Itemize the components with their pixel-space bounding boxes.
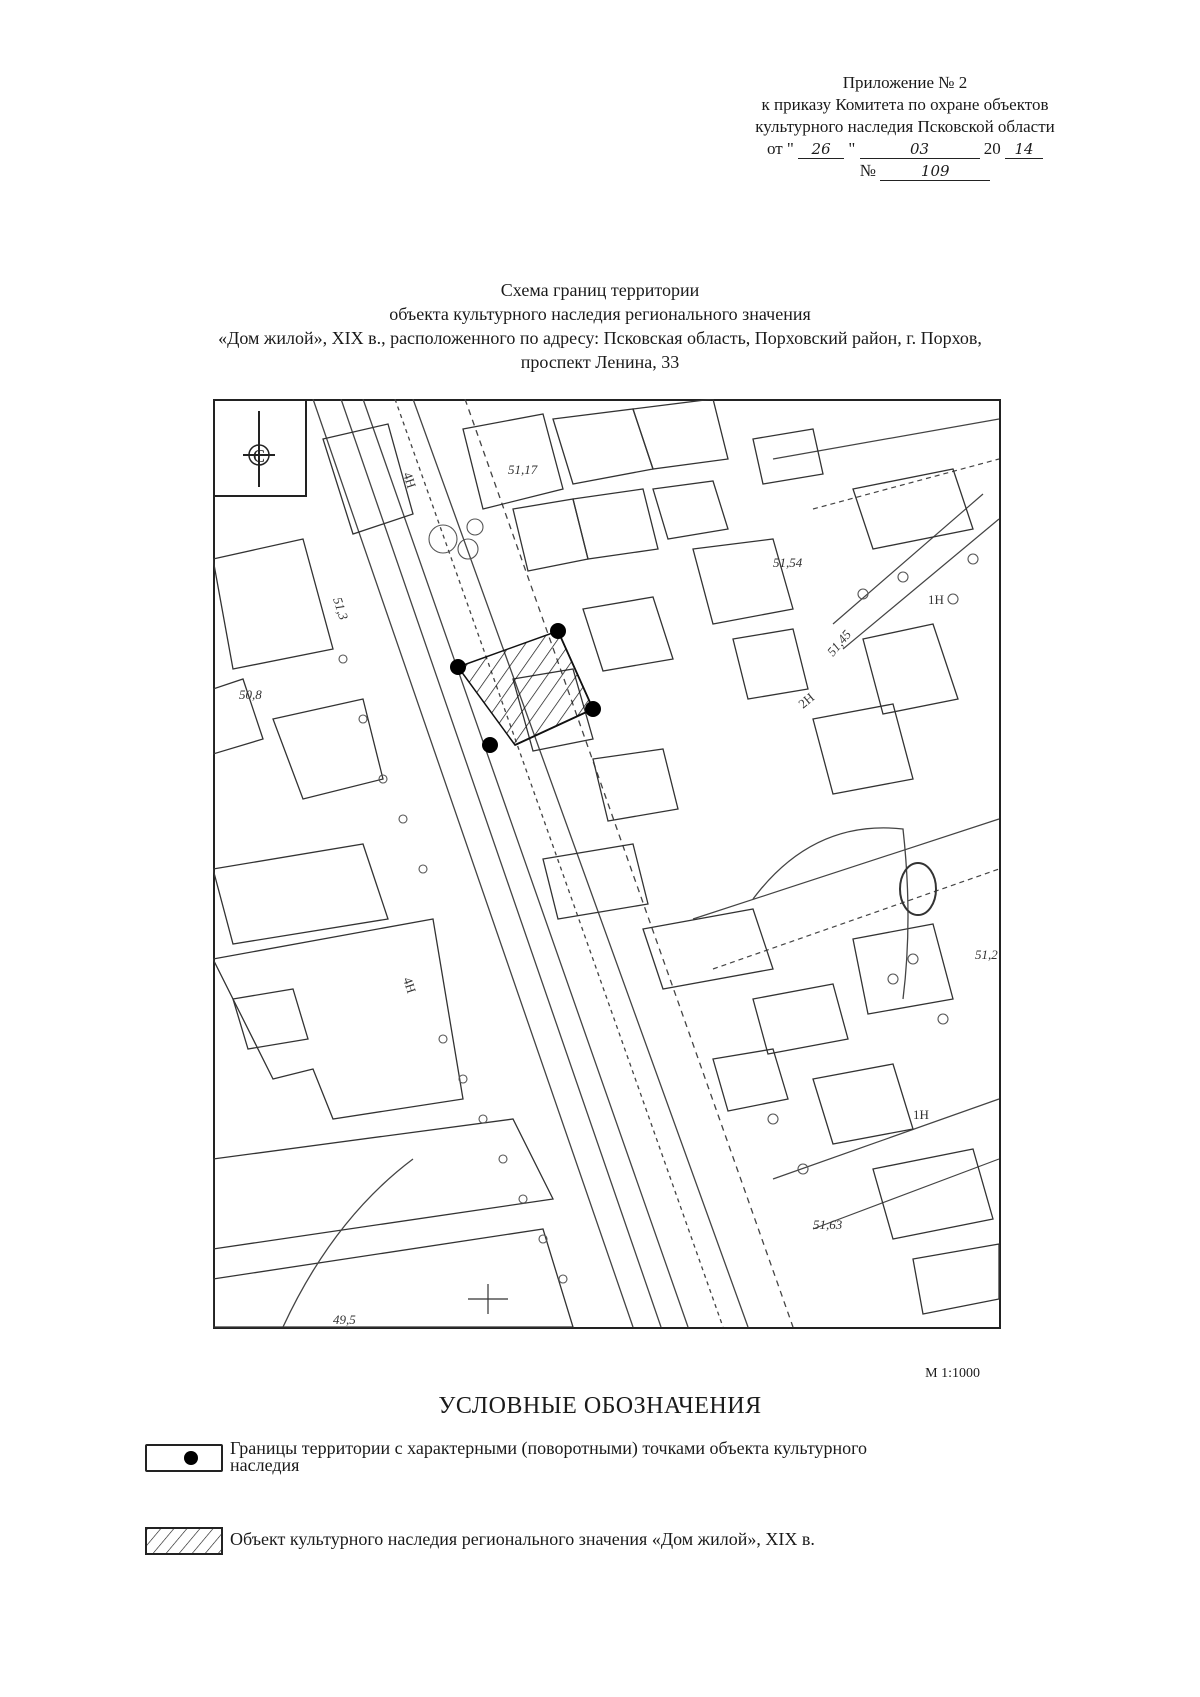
site-map	[213, 399, 1003, 1331]
date-year-prefix: 20	[983, 139, 1001, 158]
building-label: 4Н	[400, 975, 420, 996]
elevation-label: 51,17	[508, 462, 538, 477]
appendix-line-1: Приложение № 2	[842, 73, 968, 92]
elevation-label: 51,63	[813, 1217, 843, 1232]
elevation-label: 50,8	[239, 687, 262, 702]
boundary-point-1	[550, 623, 566, 639]
site-map-svg	[213, 399, 1003, 1331]
appendix-number-line	[705, 160, 1105, 182]
legend-text-boundary-line-2: наследия	[230, 1455, 300, 1475]
date-mid: "	[848, 139, 856, 158]
building-label: 2Н	[795, 689, 818, 712]
title-line-3: «Дом жилой», XIX в., расположенного по адресу: Псковская область, Порховский район, г. Порхов,	[218, 328, 982, 348]
appendix-line-3: культурного наследия Псковской области	[755, 117, 1055, 136]
map-border	[214, 400, 1000, 1328]
title-line-2: объекта культурного наследия регионального значения	[389, 304, 811, 324]
legend-text-boundary-line-1: Границы территории с характерными (поворотными) точками объекта культурного	[230, 1438, 868, 1458]
boundary-point-3	[585, 701, 601, 717]
date-prefix: от "	[766, 139, 794, 158]
appendix-line-2: к приказу Комитета по охране объектов	[761, 95, 1049, 114]
elevation-label: 51,3	[330, 595, 352, 622]
boundary-point-legend-icon	[145, 1444, 223, 1472]
date-month: 03	[860, 140, 980, 159]
elevation-label: 51,54	[773, 555, 803, 570]
title-line-1: Схема границ территории	[500, 280, 700, 300]
date-day: 26	[798, 140, 844, 159]
boundary-point-2	[450, 659, 466, 675]
map-scale: М 1:1000	[925, 1366, 980, 1381]
legend-text-boundary	[230, 1440, 1130, 1474]
building-label: 1Н	[928, 592, 944, 607]
elevation-label: 51,45	[823, 626, 855, 659]
order-number: 109	[880, 162, 990, 181]
document-title	[100, 278, 1100, 374]
building-label: 1Н	[913, 1107, 929, 1122]
number-prefix: №	[859, 161, 876, 180]
elevation-label: 49,5	[333, 1312, 356, 1327]
legend-text-heritage: Объект культурного наследия регионального значения «Дом жилой», XIX в.	[230, 1529, 815, 1549]
north-symbol: С	[253, 446, 266, 466]
hatch-legend-icon	[145, 1527, 223, 1555]
title-line-4: проспект Ленина, 33	[520, 352, 680, 372]
appendix-date-line	[705, 138, 1105, 160]
date-year: 14	[1005, 140, 1043, 159]
legend-heading: УСЛОВНЫЕ ОБОЗНАЧЕНИЯ	[438, 1393, 762, 1419]
appendix-header	[705, 72, 1105, 182]
north-arrow	[214, 400, 306, 496]
building-label: 4Н	[400, 470, 420, 491]
boundary-point-4	[482, 737, 498, 753]
elevation-label: 51,2	[975, 947, 998, 962]
